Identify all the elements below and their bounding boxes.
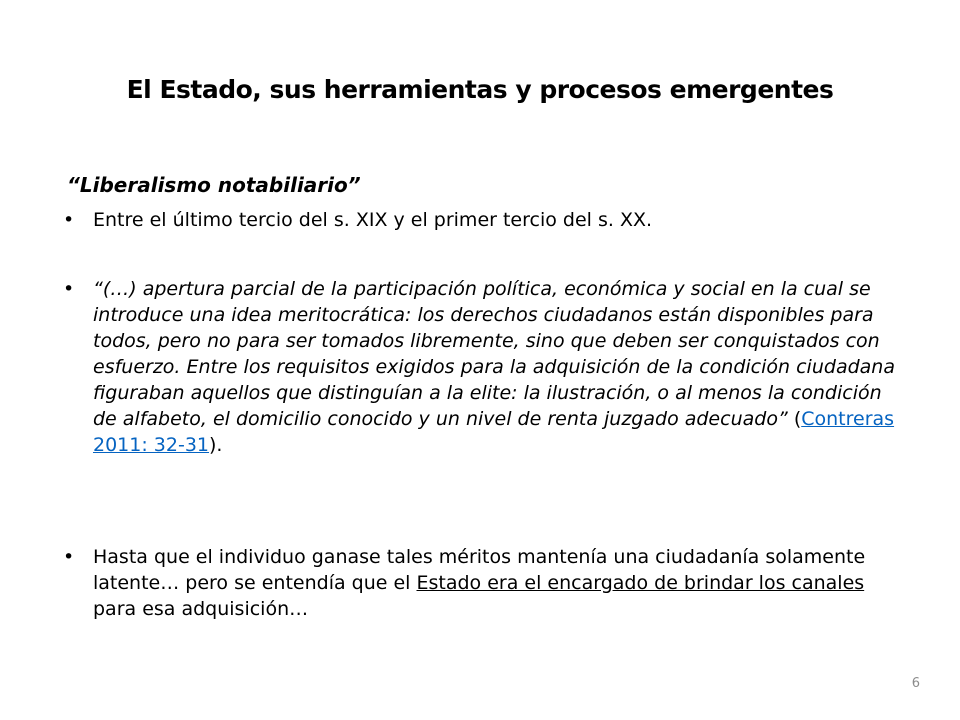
slide-title: El Estado, sus herramientas y procesos emergentes xyxy=(126,75,834,104)
quote-text: “(…) apertura parcial de la participación política, económica y social en la cual se introduce una idea meritocrática: los derechos ciudadanos están disponibles para todos, pero no para ser tomados libremente, sino que deben ser conquistados con esfuerzo. Entre los requisitos exigidos para la adquisición de la condición ciudadana figuraban aquellos que distinguían a la elite: la ilustración, o al menos la condición de alfabeto, el domicilio conocido y un nivel de renta juzgado adecuado” xyxy=(93,278,895,430)
underlined-emphasis: Estado era el encargado de brindar los canales xyxy=(416,572,865,594)
section-subheading: “Liberalismo notabiliario” xyxy=(67,173,361,197)
page-number: 6 xyxy=(911,676,920,691)
citation-close-paren: ). xyxy=(209,434,223,456)
bullet-item-quote xyxy=(63,276,903,458)
bullet-text xyxy=(93,544,903,622)
bullet-text: Entre el último tercio del s. XIX y el primer tercio del s. XX. xyxy=(93,209,653,231)
bullet-marker: • xyxy=(63,546,75,568)
bullet-text xyxy=(93,276,903,458)
bullet-marker: • xyxy=(63,209,75,231)
bullet-item-latent-citizenship xyxy=(63,544,903,622)
bullet-marker: • xyxy=(63,278,75,300)
citation-open-paren: ( xyxy=(787,408,802,430)
bullet-item-period xyxy=(63,207,903,233)
bullet-text-end: para esa adquisición… xyxy=(93,598,309,620)
bullet-text-start: Hasta que el individuo ganase tales méritos mantenía una ciudadanía solamente latente… pero se entendía que el xyxy=(93,546,866,594)
citation-link[interactable]: Contreras 2011: 32-31 xyxy=(93,408,895,456)
